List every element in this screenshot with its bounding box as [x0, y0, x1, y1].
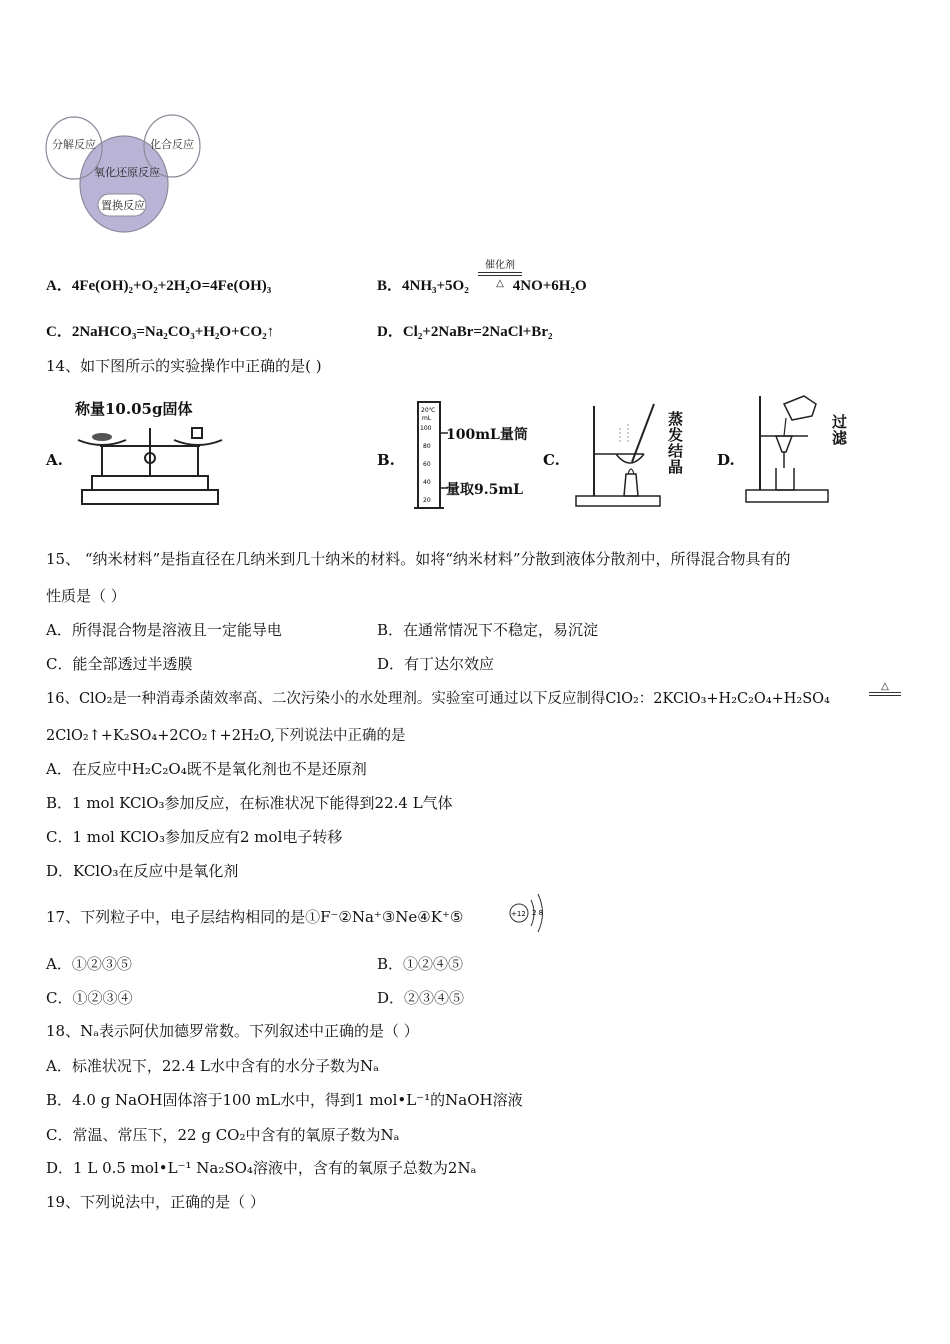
q15-stem-1: 15、 “纳米材料”是指直径在几纳米到几十纳米的材料。如将“纳米材料”分散到液体分散剂中，所得混合物具有的: [46, 550, 791, 568]
cylinder-caption-2: 量取9.5mL: [446, 482, 524, 498]
shell-electrons: 2 8: [532, 909, 544, 917]
q13-option-d[interactable]: D．Cl₂+2NaBr=2NaCl+Br₂: [377, 324, 553, 340]
evaporation-caption: 蒸发结晶: [668, 410, 684, 476]
venn-diagram: [44, 108, 204, 238]
q17-option-a[interactable]: A．①②③⑤: [46, 955, 132, 973]
evaporation-image: [570, 398, 670, 512]
q15-option-a[interactable]: A．所得混合物是溶液且一定能导电: [46, 621, 282, 639]
catalyst-arrow: 催化剂 △: [478, 256, 522, 289]
q15-stem-2: 性质是（ ）: [46, 587, 126, 605]
q18-stem: 18、Nₐ表示阿伏加德罗常数。下列叙述中正确的是（ ）: [46, 1022, 419, 1040]
q16-stem-2: 2ClO₂↑+K₂SO₄+2CO₂↑+2H₂O,下列说法中正确的是: [46, 728, 406, 744]
q15-option-b[interactable]: B．在通常情况下不稳定，易沉淀: [377, 621, 599, 639]
q16-option-b[interactable]: B．1 mol KClO₃参加反应，在标准状况下能得到22.4 L气体: [46, 794, 453, 812]
combination-label: 化合反应: [150, 138, 194, 151]
q16-stem-1: 16、ClO₂是一种消毒杀菌效率高、二次污染小的水处理剂。实验室可通过以下反应制得ClO₂：2KClO₃+H₂C₂O₄+H₂SO₄: [46, 691, 830, 707]
filtration-image: [744, 390, 834, 506]
q17-option-b[interactable]: B．①②④⑤: [377, 955, 464, 973]
q17-option-c[interactable]: C．①②③④: [46, 989, 133, 1007]
q15-option-d[interactable]: D．有丁达尔效应: [377, 655, 495, 673]
q18-option-a[interactable]: A．标准状况下，22.4 L水中含有的水分子数为Nₐ: [46, 1057, 379, 1075]
q14-stem: 14、如下图所示的实验操作中正确的是( ): [46, 357, 322, 375]
cylinder-caption-1: 100mL量筒: [446, 427, 528, 443]
nucleus-charge: +12: [511, 910, 526, 918]
q16-option-c[interactable]: C．1 mol KClO₃参加反应有2 mol电子转移: [46, 828, 343, 846]
q16-option-a[interactable]: A．在反应中H₂C₂O₄既不是氧化剂也不是还原剂: [46, 760, 367, 778]
q14-option-d-letter[interactable]: D.: [717, 451, 735, 469]
q19-stem: 19、下列说法中，正确的是（ ）: [46, 1193, 265, 1211]
svg-text:100: 100: [420, 425, 432, 432]
svg-text:60: 60: [423, 461, 431, 468]
q14-option-a-letter[interactable]: A.: [46, 451, 63, 469]
redox-label: 氧化还原反应: [94, 166, 160, 179]
svg-text:20: 20: [423, 497, 431, 504]
q14-option-b-letter[interactable]: B.: [377, 451, 395, 469]
q18-option-b[interactable]: B．4.0 g NaOH固体溶于100 mL水中，得到1 mol•L⁻¹的NaOH溶液: [46, 1091, 523, 1109]
q17-option-d[interactable]: D．②③④⑤: [377, 989, 465, 1007]
q15-option-c[interactable]: C．能全部透过半透膜: [46, 655, 193, 673]
filtration-caption: 过滤: [832, 413, 848, 447]
q16-option-d[interactable]: D．KClO₃在反应中是氧化剂: [46, 862, 239, 880]
balance-caption: 称量10.05g固体: [75, 400, 193, 418]
q13-option-c[interactable]: C．2NaHCO₃=Na₂CO₃+H₂O+CO₂↑: [46, 324, 275, 340]
svg-text:40: 40: [423, 479, 431, 486]
mg-ion-diagram: [506, 888, 552, 938]
q14-option-c-letter[interactable]: C.: [543, 451, 560, 469]
q17-stem: 17、下列粒子中，电子层结构相同的是①F⁻②Na⁺③Ne④K⁺⑤: [46, 908, 464, 926]
svg-text:mL: mL: [422, 415, 432, 422]
q16-heat-arrow: △: [869, 681, 901, 696]
q18-option-d[interactable]: D．1 L 0.5 mol•L⁻¹ Na₂SO₄溶液中，含有的氧原子总数为2Nₐ: [46, 1159, 477, 1177]
q18-option-c[interactable]: C．常温、常压下，22 g CO₂中含有的氧原子数为Nₐ: [46, 1126, 400, 1144]
decomposition-label: 分解反应: [52, 138, 96, 151]
svg-text:80: 80: [423, 443, 431, 450]
svg-text:20℃: 20℃: [421, 407, 436, 414]
balance-image: [70, 418, 230, 510]
q13-option-b[interactable]: B．4NH₃+5O₂ 4NO+6H₂O: [377, 278, 587, 294]
displacement-label: 置换反应: [101, 199, 145, 212]
q13-option-a[interactable]: A．4Fe(OH)₂+O₂+2H₂O=4Fe(OH)₃: [46, 278, 272, 294]
